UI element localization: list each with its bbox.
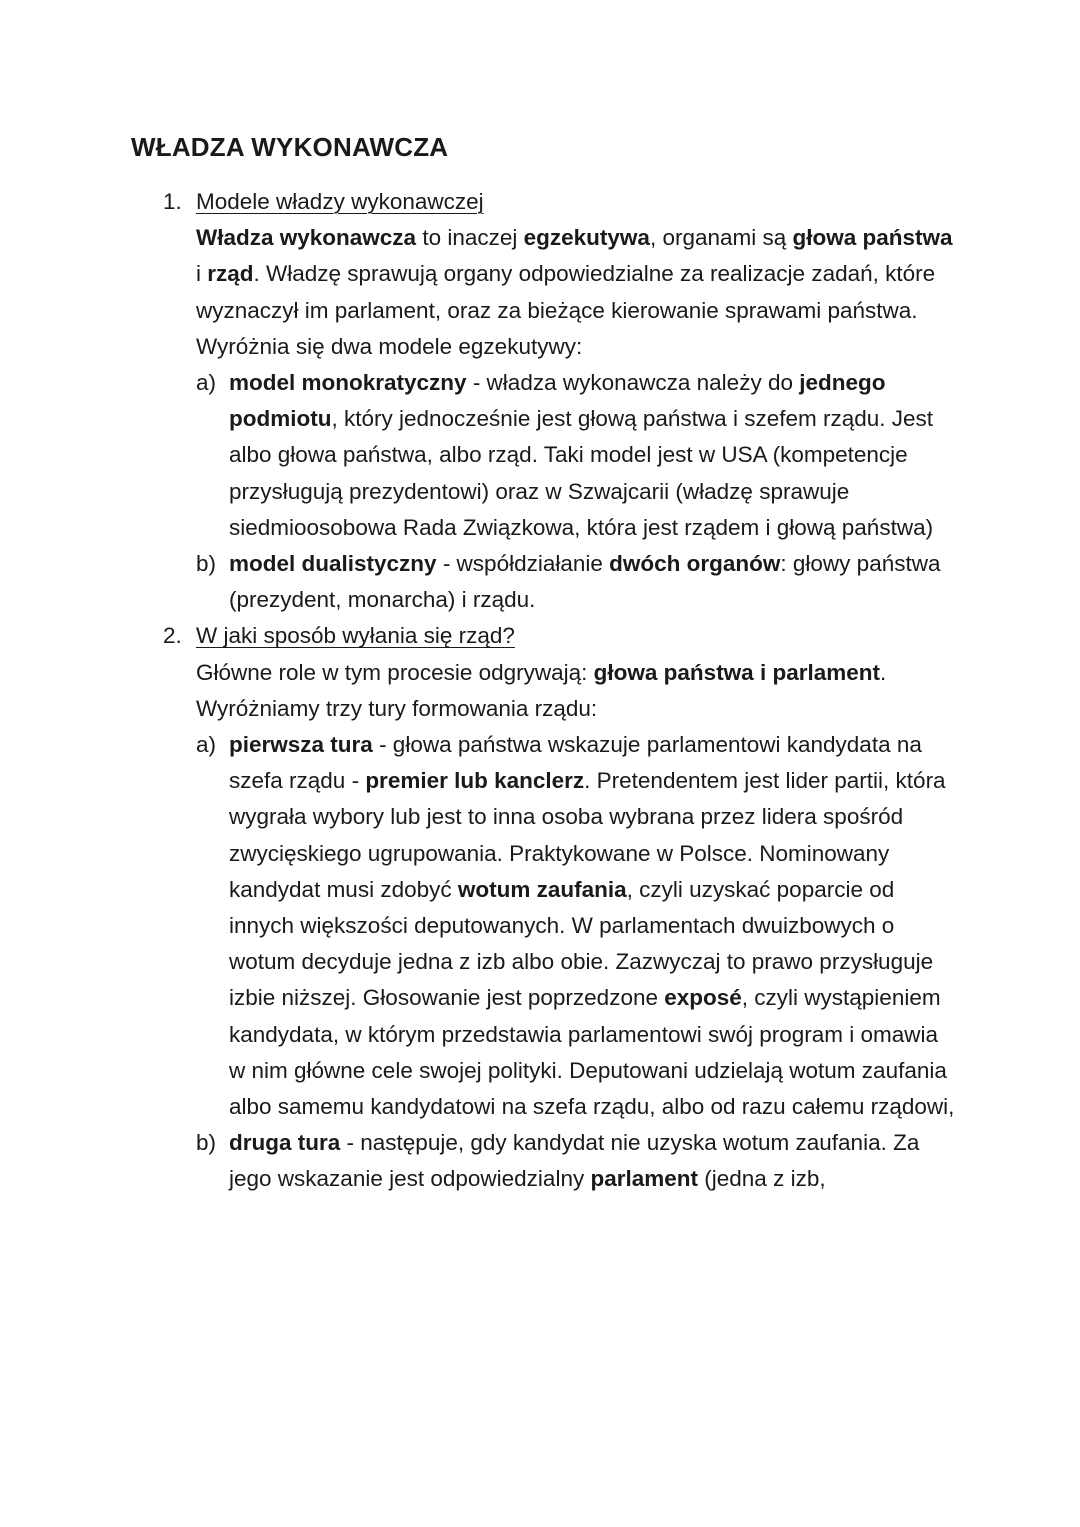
text-run: model monokratyczny bbox=[229, 370, 467, 396]
text-run: i bbox=[196, 261, 208, 287]
text-run: głowa państwa i parlament bbox=[593, 659, 880, 685]
section-intro bbox=[196, 655, 960, 727]
text-run: wotum zaufania bbox=[457, 876, 627, 902]
text-run: egzekutywa bbox=[523, 225, 650, 251]
section-1 bbox=[0, 184, 1080, 618]
text-run: - następuje, gdy kandydat nie uzyska wotum zaufania. Za jego wskazanie jest odpowiedzialny bbox=[229, 1130, 920, 1192]
item-letter: a) bbox=[196, 732, 217, 758]
text-run: , czyli uzyskać poparcie od innych większości deputowanych. W parlamentach dwuizbowych o wotum decyduje jedna z izb albo obie. Zazwyczaj to prawo przysługuje izbie niższej. Głosowanie jest poprzedzone bbox=[229, 876, 934, 1011]
list-item bbox=[196, 546, 960, 618]
text-run: . Władzę sprawują organy odpowiedzialne za realizacje zadań, które wyznaczył im parlament, oraz za bieżące kierowanie sprawami państwa. Wyróżnia się dwa modele egzekutywy: bbox=[196, 261, 936, 359]
text-run: to inaczej bbox=[416, 225, 524, 251]
text-run: , czyli wystąpieniem kandydata, w którym przedstawia parlamentowi swój program i omawia w nim główne cele swojej polityki. Deputowani udzielają wotum zaufania albo samemu kandydatowi na szefa rządu, albo od razu całemu rządowi, bbox=[229, 985, 955, 1120]
text-run: exposé bbox=[664, 985, 742, 1011]
section-2 bbox=[0, 618, 1080, 1197]
text-run: jednego podmiotu bbox=[229, 370, 886, 432]
text-run: Władza wykonawcza bbox=[196, 225, 417, 251]
section-number: 1. bbox=[163, 189, 182, 214]
text-run: rząd bbox=[207, 261, 254, 287]
text-run: - głowa państwa wskazuje parlamentowi kandydata na szefa rządu - bbox=[229, 732, 922, 794]
text-run: model dualistyczny bbox=[229, 551, 437, 577]
text-run: parlament bbox=[590, 1166, 699, 1192]
text-run: , który jednocześnie jest głową państwa i szefem rządu. Jest albo głowa państwa, albo rząd. Taki model jest w USA (kompetencje przysługują prezydentowi) oraz w Szwajcarii (władzę sprawuje siedmioosobowa Rada Związkowa, która jest rządem i głową państwa) bbox=[229, 406, 934, 540]
text-run: Główne role w tym procesie odgrywają: bbox=[196, 659, 594, 685]
list-item bbox=[196, 727, 960, 1125]
page-title: WŁADZA WYKONAWCZA bbox=[131, 132, 449, 162]
item-letter: b) bbox=[196, 551, 217, 577]
item-text bbox=[229, 727, 960, 1125]
text-run: dwóch organów bbox=[609, 551, 781, 577]
section-intro bbox=[196, 220, 960, 365]
text-run: (jedna z izb, bbox=[698, 1166, 826, 1192]
text-run: - władza wykonawcza należy do bbox=[466, 370, 800, 396]
text-run: głowa państwa bbox=[792, 225, 953, 251]
text-run: : głowy państwa (prezydent, monarcha) i rządu. bbox=[229, 551, 941, 613]
text-run: . Pretendentem jest lider partii, która wygrała wybory lub jest to inna osoba wybrana przez lidera spośród zwycięskiego ugrupowania. Praktykowane w Polsce. Nominowany kandydat musi zdobyć bbox=[229, 768, 946, 902]
text-run: . Wyróżniamy trzy tury formowania rządu: bbox=[196, 659, 887, 721]
list-item bbox=[196, 365, 960, 546]
list-item bbox=[196, 1125, 960, 1197]
text-run: , organami są bbox=[649, 225, 793, 251]
item-text bbox=[229, 365, 960, 546]
item-letter: b) bbox=[196, 1130, 217, 1156]
text-run: pierwsza tura bbox=[229, 732, 373, 758]
section-number: 2. bbox=[163, 623, 182, 649]
text-run: premier lub kanclerz bbox=[365, 768, 585, 794]
item-letter: a) bbox=[196, 370, 217, 396]
item-text bbox=[229, 1125, 960, 1197]
text-run: druga tura bbox=[229, 1130, 341, 1156]
section-heading: Modele władzy wykonawczej bbox=[196, 189, 484, 214]
item-text bbox=[229, 546, 960, 618]
document-content bbox=[0, 184, 1080, 1198]
section-heading: W jaki sposób wyłania się rząd? bbox=[196, 623, 515, 649]
text-run: - współdziałanie bbox=[436, 551, 610, 577]
